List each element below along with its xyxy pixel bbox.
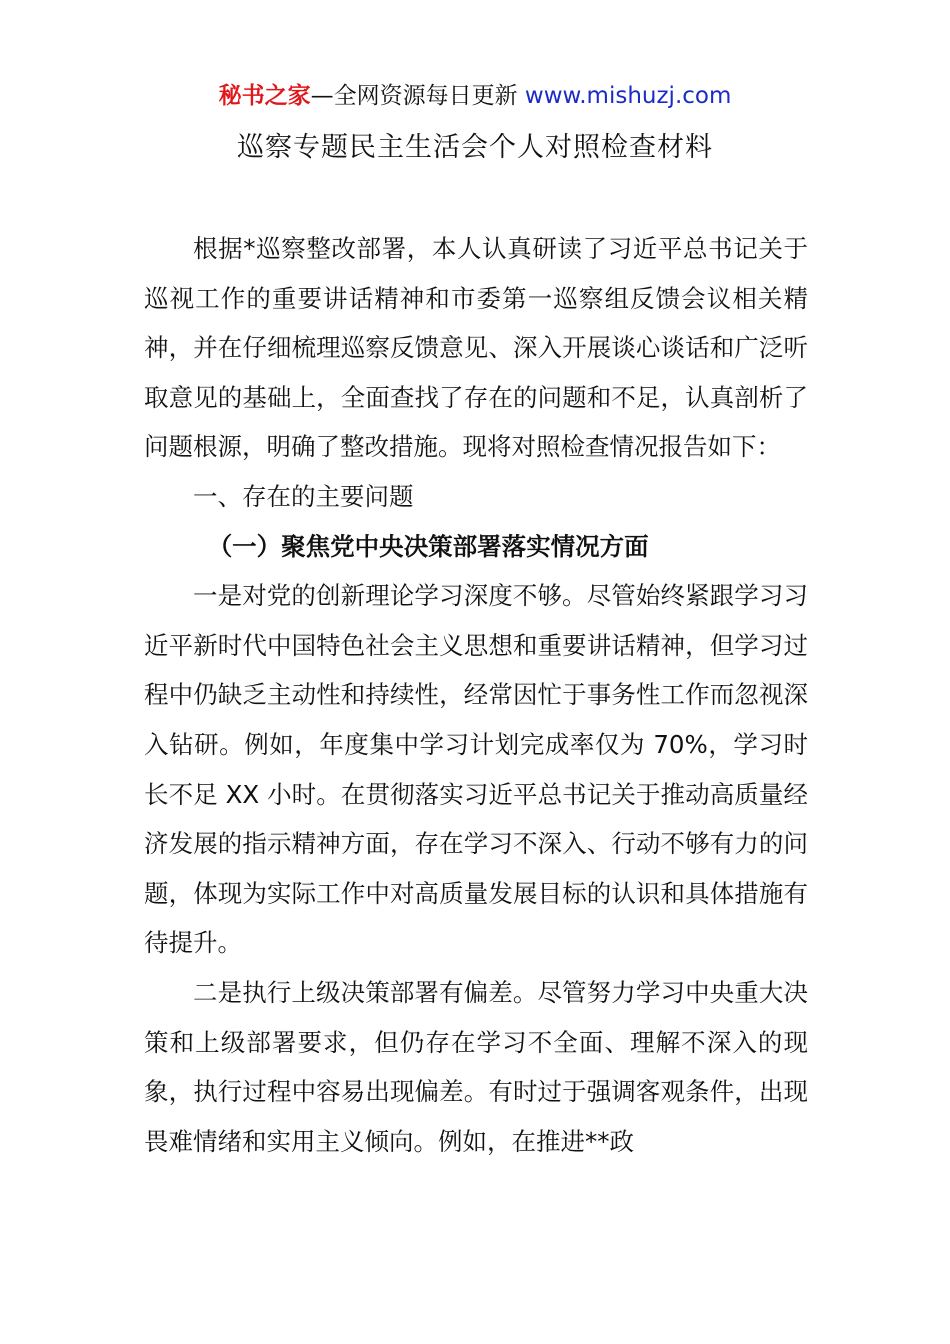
- subsection-heading: （一）聚焦党中央决策部署落实情况方面: [207, 531, 649, 561]
- site-url-link[interactable]: www.mishuzj.com: [524, 83, 732, 109]
- document-body: [144, 224, 808, 1166]
- document-title: 巡察专题民主生活会个人对照检查材料: [237, 132, 713, 163]
- header-tagline: —全网资源每日更新: [310, 83, 525, 109]
- brand-name: 秘书之家: [218, 83, 311, 109]
- body-paragraph: 一是对党的创新理论学习深度不够。尽管始终紧跟学习习近平新时代中国特色社会主义思想和重要讲话精神，但学习过程中仍缺乏主动性和持续性，经常因忙于事务性工作而忽视深入钻研。例如，年度集中学习计划完成率仅为 70%，学习时长不足 XX 小时。在贯彻落实习近平总书记关于推动高质量经济发展的指示精神方面，存在学习不深入、行动不够有力的问题，体现为实际工作中对高质量发展目标的认识和具体措施有待提升。: [144, 581, 808, 958]
- site-header: [0, 80, 950, 112]
- intro-paragraph: 根据*巡察整改部署，本人认真研读了习近平总书记关于巡视工作的重要讲话精神和市委第一巡察组反馈会议相关精神，并在仔细梳理巡察反馈意见、深入开展谈心谈话和广泛听取意见的基础上，全面查找了存在的问题和不足，认真剖析了问题根源，明确了整改措施。现将对照检查情况报告如下：: [144, 234, 808, 462]
- body-paragraph: 二是执行上级决策部署有偏差。尽管努力学习中央重大决策和上级部署要求，但仍存在学习不全面、理解不深入的现象，执行过程中容易出现偏差。有时过于强调客观条件，出现畏难情绪和实用主义倾向。例如，在推进**政: [144, 977, 808, 1156]
- section-heading: 一、存在的主要问题: [193, 481, 414, 511]
